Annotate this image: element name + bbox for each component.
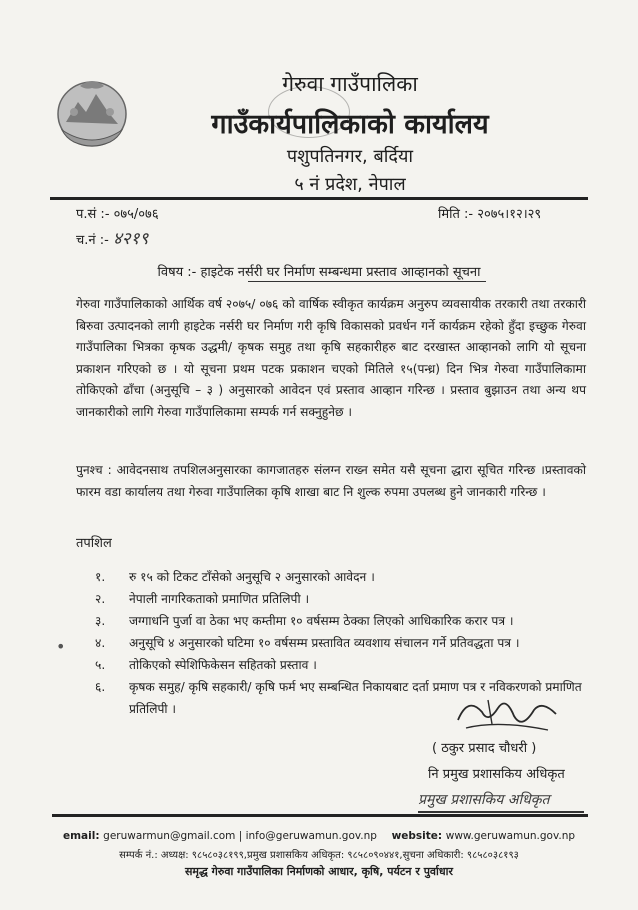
body-paragraph-postscript: पुनश्च : आवेदनसाथ तपशिलअनुसारका कागजातहरु संलग्न राख्न समेत यसै सूचना द्धारा सूचित गरिन्छ ।प्रस्तावको फारम वडा कार्यालय तथा गेरुवा गाउँपालिका कृषि शाखा बाट नि शुल्क रुपमा उपलब्ध हुने जानकारी गरिन्छ । bbox=[76, 463, 586, 499]
footer-slogan: समृद्ध गेरुवा गाउँपालिका निर्माणको आधार, कृषि, पर्यटन र पुर्वाधार bbox=[184, 865, 454, 878]
footer-divider bbox=[52, 814, 588, 817]
office-province: ५ नं प्रदेश, नेपाल bbox=[294, 174, 406, 195]
list-item-text: कृषक समुह/ कृषि सहकारी/ कृषि फर्म भए सम्बन्धित निकायबाट दर्ता प्रमाण पत्र र नविकरणको प्रमाणित प्रतिलिपी । bbox=[129, 680, 582, 716]
municipality-name: गेरुवा गाउँपालिका bbox=[282, 72, 418, 96]
footer-contact-web bbox=[30, 830, 608, 842]
office-title: गाउँकार्यपालिकाको कार्यालय bbox=[211, 109, 489, 140]
header-divider bbox=[50, 197, 588, 200]
list-item-text: नेपाली नागरिकताको प्रमाणित प्रतिलिपी । bbox=[129, 592, 310, 606]
list-item-text: रु १५ को टिकट टाँसेको अनुसूचि २ अनुसारको आवेदन । bbox=[129, 570, 375, 584]
list-item-number: २. bbox=[95, 592, 106, 606]
list-item-text: जग्गाधनि पुर्जा वा ठेका भए कम्तीमा १० वर्षसम्म ठेक्का लिएको आधिकारिक करार पत्र । bbox=[129, 614, 514, 628]
footer-phone-numbers: सम्पर्क नं.: अध्यक्ष: ९८५८०३८१९९,प्रमुख प्रशासकिय अधिकृत: ९८५८०९०४४१,सुचना अधिकारी: ९८५८०३८१९३ bbox=[119, 850, 519, 861]
list-item bbox=[95, 632, 585, 654]
list-item bbox=[95, 654, 585, 676]
designation-stamp: प्रमुख प्रशासकिय अधिकृत bbox=[418, 792, 550, 808]
email-value: geruwarmun@gmail.com | info@geruwamun.gov.np bbox=[103, 830, 377, 842]
signatory-title: नि प्रमुख प्रशासकिय अधिकृत bbox=[428, 767, 565, 782]
nepal-emblem-icon bbox=[52, 72, 132, 152]
list-item-number: ३. bbox=[95, 614, 106, 628]
dispatch-number-label: च.नं :- bbox=[76, 233, 109, 248]
stamp-underline bbox=[418, 811, 584, 813]
signatory-name: ( ठकुर प्रसाद चौधरी ) bbox=[432, 741, 537, 756]
office-location: पशुपतिनगर, बर्दिया bbox=[286, 146, 414, 167]
annex-heading: तपशिल bbox=[76, 536, 112, 551]
letter-number: प.सं :- ०७५/०७६ bbox=[76, 207, 159, 222]
list-item bbox=[95, 566, 585, 588]
list-item-number: १. bbox=[95, 570, 106, 584]
dispatch-number bbox=[76, 226, 148, 249]
margin-mark: • bbox=[56, 637, 66, 656]
website-value: www.geruwamun.gov.np bbox=[445, 830, 576, 842]
handwritten-signature bbox=[448, 690, 568, 740]
list-item-number: ६. bbox=[95, 680, 106, 694]
list-item bbox=[95, 588, 585, 610]
letter-date: मिति :- २०७५।१२।२९ bbox=[438, 207, 542, 222]
dispatch-number-value: ४२१९ bbox=[112, 229, 149, 249]
list-item-text: अनुसूचि ४ अनुसारको घटिमा १० वर्षसम्म प्रस्तावित व्यवशाय संचालन गर्ने प्रतिवद्धता पत्र । bbox=[129, 636, 520, 650]
website-label: website: bbox=[391, 830, 443, 842]
list-item-number: ५. bbox=[95, 658, 106, 672]
email-label: email: bbox=[62, 830, 100, 842]
list-item-text: तोकिएको स्पेशिफिकेसन सहितको प्रस्ताव । bbox=[129, 658, 317, 672]
subject-underline bbox=[248, 281, 486, 282]
body-paragraph-main: गेरुवा गाउँपालिकाको आर्थिक वर्ष २०७५/ ०७६ को वार्षिक स्वीकृत कार्यक्रम अनुरुप व्यवसायीक तरकारी तथा तरकारी बिरुवा उत्पादनको लागी हाइटेक नर्सरी घर निर्माण गरी कृषि विकासको प्रवर्धन गर्ने कार्यक्रम रहेको हुँदा इच्छुक गेरुवा गाउँपालिका भित्रका कृषक उद्धमी/ कृषक समुह तथा कृषि सहकारीहरु बाट दरखास्त आव्हानको लागि यो सूचना प्रकाशन गरिएको छ । यो सूचना प्रथम पटक प्रकाशन चएको मितिले १५(पन्ध्र) दिन भित्र गेरुवा गाउँपालिकामा तोकिएको ढाँचा (अनुसूचि – ३ ) अनुसारको आवेदन एवं प्रस्ताव आव्हान गरिन्छ । प्रस्ताव बुझाउन तथा अन्य थप जानकारीको लागि गेरुवा गाउँपालिकामा सम्पर्क गर्न सक्नुहुनेछ । bbox=[76, 297, 586, 419]
list-item bbox=[95, 610, 585, 632]
list-item-number: ४. bbox=[95, 636, 106, 650]
notice-subject: विषय :- हाइटेक नर्सरी घर निर्माण सम्बन्धमा प्रस्ताव आव्हानको सूचना bbox=[157, 265, 481, 280]
